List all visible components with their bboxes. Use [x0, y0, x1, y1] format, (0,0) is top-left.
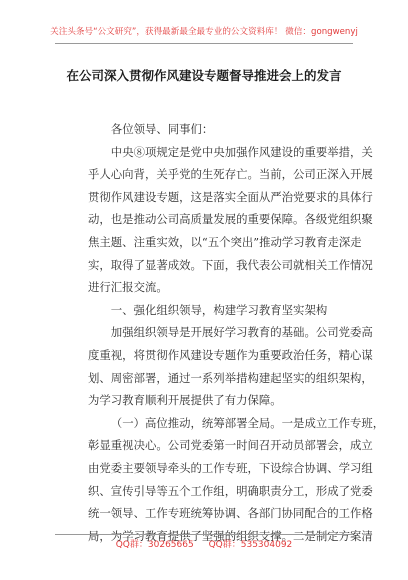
paragraph-subsection — [88, 412, 385, 548]
paragraph-line: 彰显重视决心。公司党委第一时间召开动员部署会，成立 — [88, 438, 373, 453]
paragraph-line: 进行汇报交流。 — [88, 280, 168, 295]
document-body — [88, 118, 385, 547]
footer-qq-group-2: QQ群：535304092 — [208, 540, 293, 550]
paragraph-line: 加强组织领导是开展好学习教育的基础。公司党委高 — [110, 325, 373, 340]
paragraph-line: 由党委主要领导牵头的工作专班，下设综合协调、学习组 — [88, 460, 373, 475]
footer-banner — [0, 537, 408, 550]
section-heading: 一、强化组织领导，构建学习教育坚实架构 — [110, 302, 328, 317]
paragraph-line: 为学习教育顺利开展提供了有力保障。 — [88, 393, 282, 408]
paragraph-line: 贯彻作风建设专题，这是落实全面从严治党要求的具体行 — [88, 189, 373, 204]
paragraph-line: 织、宣传引导等五个工作组，明确职责分工，形成了党委 — [88, 483, 373, 498]
footer-qq-group-1: QQ群：30265665 — [115, 540, 194, 550]
paragraph-line: 局，为学习教育提供了坚强的组织支撑。二是制定方案清 — [88, 528, 373, 543]
paragraph-line: 中央⑧项规定是党中央加强作风建设的重要举措，关 — [110, 144, 373, 159]
paragraph-line: 实，取得了显著成效。下面，我代表公司就相关工作情况 — [88, 257, 373, 272]
paragraph-organization — [88, 321, 373, 411]
paragraph-line: （一）高位推动，统筹部署全局。一是成立工作专班， — [110, 415, 385, 430]
paragraph-line: 统一领导、工作专班统筹协调、各部门协同配合的工作格 — [88, 506, 373, 521]
document-title: 在公司深入贯彻作风建设专题督导推进会上的发言 — [66, 68, 342, 83]
salutation: 各位领导、同事们： — [110, 122, 214, 136]
paragraph-line: 动，也是推动公司高质量发展的重要保障。各级党组织聚 — [88, 212, 373, 227]
paragraph-line: 划、周密部署，通过一系列举措构建起坚实的组织架构， — [88, 370, 373, 385]
header-divider — [55, 43, 353, 44]
paragraph-line: 焦主题、注重实效，以“五个突出”推动学习教育走深走 — [88, 234, 362, 249]
paragraph-intro — [88, 141, 373, 299]
paragraph-line: 乎人心向背，关乎党的生死存亡。当前，公司正深入开展 — [88, 167, 373, 182]
header-banner: 关注头条号“公文研究”，获得最新最全最专业的公文资料库！ 微信：gongwenyj — [50, 27, 358, 37]
footer-divider — [55, 534, 353, 535]
paragraph-line: 度重视，将贯彻作风建设专题作为重要政治任务，精心谋 — [88, 347, 373, 362]
